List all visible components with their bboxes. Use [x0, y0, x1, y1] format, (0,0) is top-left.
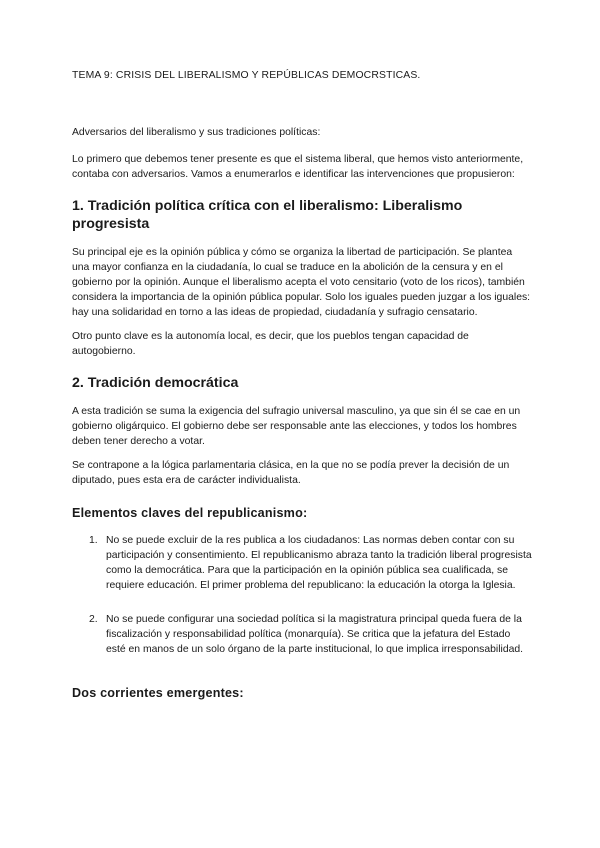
list-item-number: 1.: [89, 535, 98, 546]
intro-heading: Adversarios del liberalismo y sus tradiciones políticas:: [72, 127, 321, 138]
intro-paragraph: Lo primero que debemos tener presente es que el sistema liberal, que hemos visto anteriormente, contaba con adversarios. Vamos a enumerarlos e identificar las intervenciones que propusieron:: [72, 154, 524, 180]
list-item: [72, 533, 532, 593]
section-heading-dos-corrientes: Dos corrientes emergentes:: [72, 686, 244, 700]
list-item-number: 2.: [89, 614, 98, 625]
section-heading-liberalismo-progresista: 1. Tradición política crítica con el liberalismo: Liberalismo progresista: [72, 198, 463, 232]
document-title: TEMA 9: CRISIS DEL LIBERALISMO Y REPÚBLICAS DEMOCRSTICAS.: [72, 70, 421, 81]
section-heading-republicanismo: Elementos claves del republicanismo:: [72, 506, 308, 520]
list-item: [72, 612, 532, 657]
section1-paragraph: Su principal eje es la opinión pública y cómo se organiza la libertad de participación. Se plantea una mayor confianza en la ciudadanía, lo cual se traduce en la abolición de la censura y en el gobierno por la opinión. Aunque el liberalismo acepta el voto censitario (voto de los ricos), también considera la importancia de la opinión pública popular. Solo los iguales pueden juzgar a los iguales: hay una solidaridad en torno a las ideas de propiedad, ciudadanía y sufragio censatario.: [72, 247, 531, 318]
section-heading-tradicion-democratica: 2. Tradición democrática: [72, 375, 239, 391]
section2-paragraph: A esta tradición se suma la exigencia del sufragio universal masculino, ya que sin él se cae en un gobierno oligárquico. El gobierno debe ser responsable ante las elecciones, y todos los hombres deben tener derecho a votar.: [72, 406, 521, 447]
section1-paragraph: Otro punto clave es la autonomía local, es decir, que los pueblos tengan capacidad de autogobierno.: [72, 331, 469, 357]
list-item-text: No se puede configurar una sociedad política si la magistratura principal queda fuera de la fiscalización y responsabilidad política (monarquía). Se critica que la jefatura del Estado esté en manos de un solo órgano de la parte institucional, lo que implica irresponsabilidad.: [106, 614, 524, 655]
section2-paragraph: Se contrapone a la lógica parlamentaria clásica, en la que no se podía prever la decisión de un diputado, pues esta era de carácter individualista.: [72, 460, 510, 486]
document-content: [72, 70, 532, 713]
republicanismo-list: [72, 533, 532, 657]
list-item-text: No se puede excluir de la res publica a los ciudadanos: Las normas deben contar con su participación y consentimiento. El republicanismo abraza tanto la tradición liberal progresista como la democrática. Para que la participación en la opinión pública sea cualificada, se requiere educación. El primer problema del republicano: la educación la otorga la Iglesia.: [106, 535, 532, 591]
